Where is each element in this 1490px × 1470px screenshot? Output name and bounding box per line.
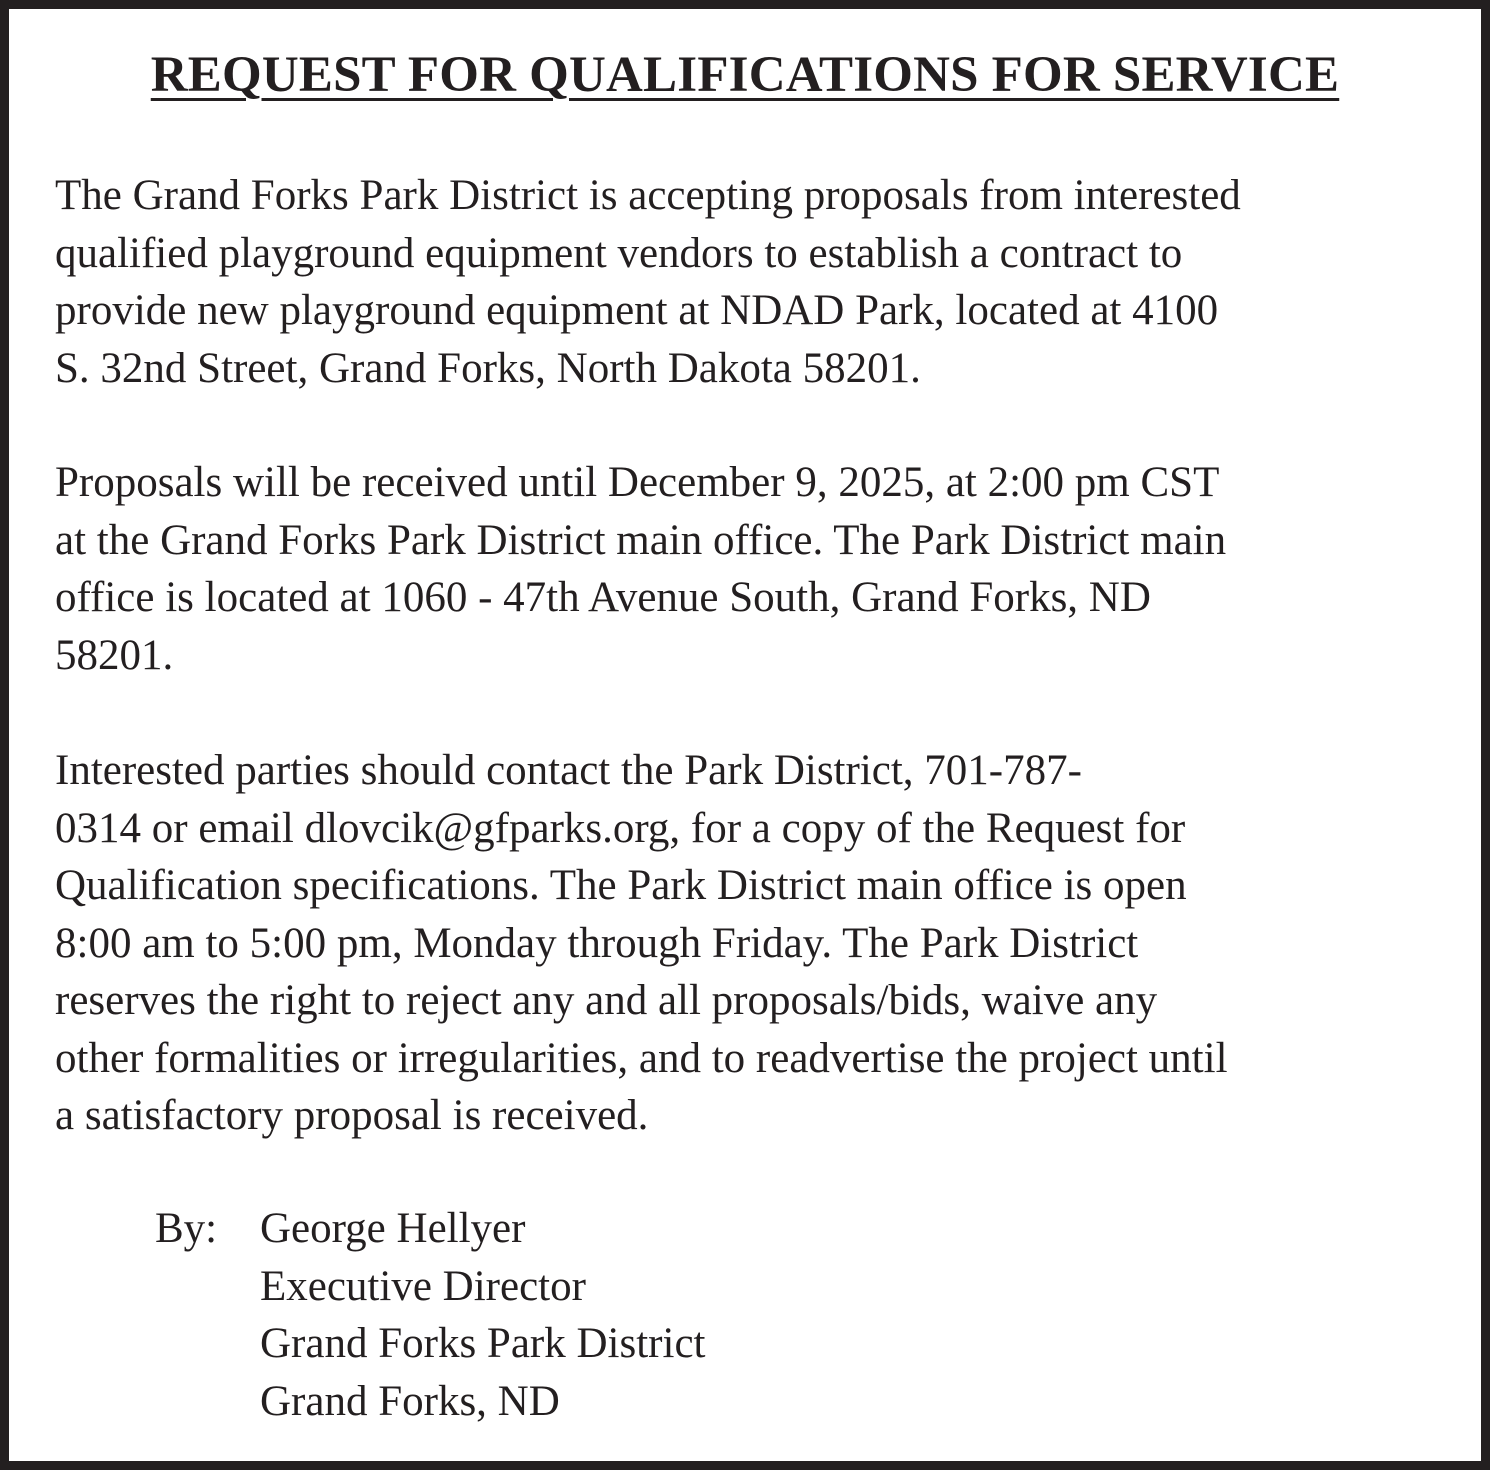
signature-lines <box>260 1200 705 1430</box>
paragraph-line: 0314 or email dlovcik@gfparks.org, for a copy of the Request for <box>55 804 1186 852</box>
paragraph-contact <box>55 742 1228 1145</box>
paragraph-line: provide new playground equipment at NDAD Park, located at 4100 <box>55 287 1219 334</box>
signer-name: George Hellyer <box>260 1205 526 1252</box>
paragraph-line: S. 32nd Street, Grand Forks, North Dakota 58201. <box>55 344 921 392</box>
paragraph-line: office is located at 1060 - 47th Avenue South, Grand Forks, ND <box>55 574 1151 621</box>
paragraph-line: The Grand Forks Park District is accepting proposals from interested <box>55 172 1241 219</box>
paragraph-line: a satisfactory proposal is received. <box>55 1092 649 1139</box>
signer-location: Grand Forks, ND <box>260 1377 560 1425</box>
paragraph-line: 58201. <box>55 631 174 679</box>
signer-organization: Grand Forks Park District <box>260 1320 706 1367</box>
notice-title <box>9 45 1481 105</box>
paragraph-line: Qualification specifications. The Park District main office is open <box>55 862 1187 909</box>
paragraph-line: Proposals will be received until December 9, 2025, at 2:00 pm CST <box>55 459 1220 506</box>
signer-title: Executive Director <box>260 1262 586 1310</box>
paragraph-line: 8:00 am to 5:00 pm, Monday through Friday. The Park District <box>55 919 1139 967</box>
signature-label: By: <box>155 1205 218 1252</box>
paragraph-line: Interested parties should contact the Park District, 701-787- <box>55 747 1082 794</box>
paragraph-line: reserves the right to reject any and all proposals/bids, waive any <box>55 977 1158 1024</box>
paragraph-deadline <box>55 454 1226 684</box>
paragraph-line: qualified playground equipment vendors to establish a contract to <box>55 229 1183 277</box>
paragraph-line: other formalities or irregularities, and to readvertise the project until <box>55 1034 1228 1082</box>
paragraph-intro <box>55 167 1241 397</box>
notice-title-text: REQUEST FOR QUALIFICATIONS FOR SERVICE <box>150 47 1340 103</box>
paragraph-line: at the Grand Forks Park District main office. The Park District main <box>55 516 1227 564</box>
